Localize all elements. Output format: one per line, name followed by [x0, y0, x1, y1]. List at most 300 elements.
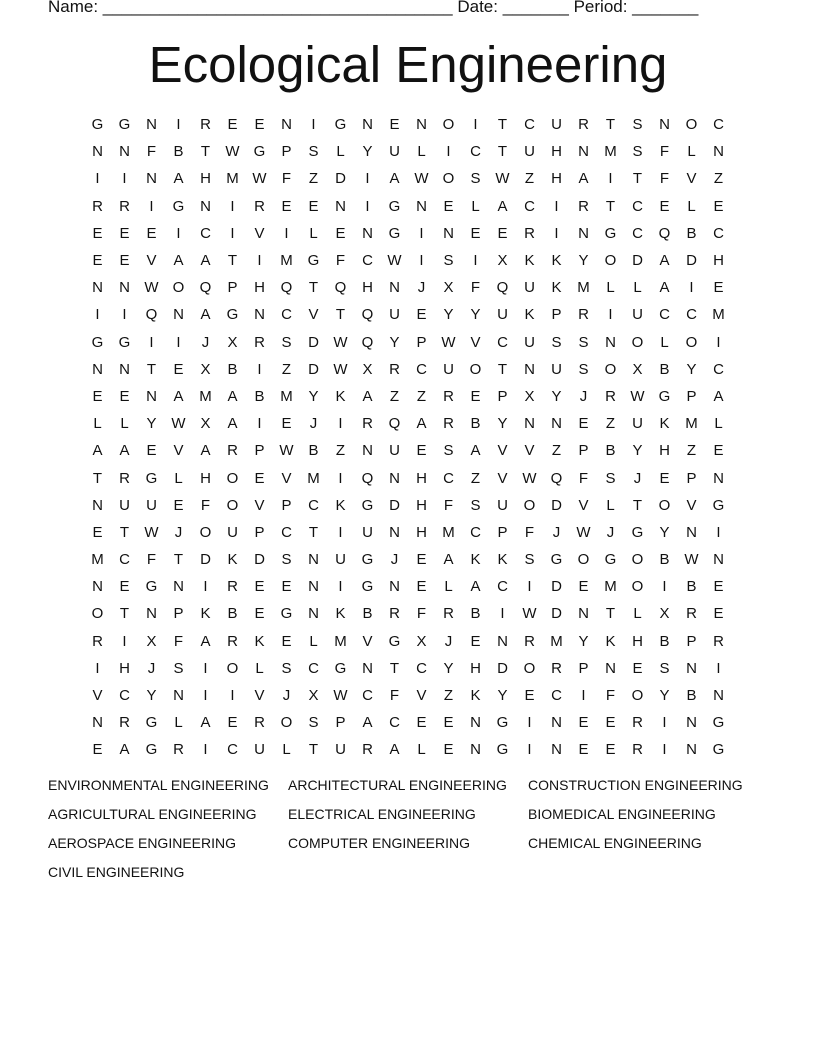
grid-letter: W	[144, 279, 159, 297]
grid-letter: J	[147, 659, 156, 677]
grid-letter: U	[443, 360, 454, 378]
grid-letter: L	[174, 469, 183, 487]
grid-letter: M	[685, 415, 698, 433]
grid-letter: O	[199, 523, 212, 541]
grid-letter: I	[338, 415, 343, 433]
grid-letter: K	[470, 687, 481, 705]
grid-letter: C	[227, 741, 238, 759]
grid-letter: I	[554, 224, 559, 242]
grid-letter: S	[632, 143, 643, 161]
grid-letter: P	[497, 387, 508, 405]
grid-letter: C	[281, 523, 292, 541]
grid-letter: Y	[551, 387, 562, 405]
word-bank-item: CONSTRUCTION ENGINEERING	[528, 777, 743, 793]
grid-letter: C	[659, 306, 670, 324]
grid-letter: T	[605, 197, 616, 215]
grid-letter: G	[172, 197, 185, 215]
grid-letter: T	[632, 170, 643, 188]
grid-letter: R	[92, 632, 103, 650]
grid-letter: H	[713, 252, 724, 270]
grid-letter: H	[659, 442, 670, 460]
word-bank-item: COMPUTER ENGINEERING	[288, 835, 471, 851]
grid-letter: L	[687, 143, 696, 161]
grid-letter: L	[660, 333, 669, 351]
grid-letter: U	[119, 496, 130, 514]
grid-letter: S	[470, 170, 481, 188]
grid-letter: T	[389, 659, 400, 677]
grid-letter: W	[576, 523, 591, 541]
grid-letter: E	[470, 632, 481, 650]
grid-letter: O	[685, 333, 698, 351]
grid-letter: Z	[308, 170, 319, 188]
grid-letter: C	[362, 252, 373, 270]
grid-letter: E	[281, 632, 292, 650]
grid-letter: F	[416, 605, 427, 623]
grid-letter: I	[446, 143, 451, 161]
grid-letter: K	[254, 632, 265, 650]
grid-letter: W	[630, 387, 645, 405]
grid-letter: S	[443, 252, 454, 270]
grid-letter: P	[497, 523, 508, 541]
grid-letter: R	[632, 714, 643, 732]
grid-letter: S	[308, 714, 319, 732]
grid-letter: O	[631, 333, 644, 351]
grid-letter: R	[200, 116, 211, 134]
grid-row	[84, 220, 732, 247]
grid-letter: G	[361, 496, 374, 514]
grid-letter: N	[146, 116, 157, 134]
grid-letter: N	[470, 741, 481, 759]
grid-letter: D	[497, 659, 508, 677]
grid-row	[84, 247, 732, 274]
grid-letter: E	[254, 116, 265, 134]
grid-letter: H	[416, 469, 427, 487]
grid-letter: E	[119, 252, 130, 270]
grid-letter: F	[200, 496, 211, 514]
grid-letter: M	[199, 387, 212, 405]
grid-letter: N	[470, 714, 481, 732]
grid-letter: I	[311, 116, 316, 134]
grid-letter: N	[686, 714, 697, 732]
grid-letter: Y	[308, 387, 319, 405]
grid-letter: K	[200, 605, 211, 623]
grid-letter: B	[686, 687, 697, 705]
grid-letter: M	[307, 469, 320, 487]
grid-letter: Y	[686, 360, 697, 378]
grid-letter: S	[578, 360, 589, 378]
grid-letter: A	[578, 170, 589, 188]
grid-letter: Z	[686, 442, 697, 460]
grid-letter: H	[200, 469, 211, 487]
grid-letter: R	[254, 333, 265, 351]
grid-letter: U	[335, 741, 346, 759]
grid-letter: E	[524, 687, 535, 705]
grid-letter: I	[122, 170, 127, 188]
grid-letter: C	[119, 551, 130, 569]
grid-letter: E	[281, 415, 292, 433]
grid-letter: I	[662, 714, 667, 732]
grid-letter: J	[390, 551, 399, 569]
grid-letter: L	[174, 714, 183, 732]
grid-letter: A	[443, 551, 454, 569]
grid-row	[84, 301, 732, 328]
grid-letter: A	[92, 442, 103, 460]
grid-letter: G	[550, 551, 563, 569]
grid-letter: N	[686, 741, 697, 759]
grid-letter: A	[713, 387, 724, 405]
grid-letter: Q	[550, 469, 563, 487]
grid-letter: N	[146, 387, 157, 405]
grid-letter: A	[227, 415, 238, 433]
grid-letter: U	[551, 360, 562, 378]
grid-letter: M	[604, 578, 617, 596]
grid-letter: I	[122, 306, 127, 324]
grid-letter: I	[473, 116, 478, 134]
grid-letter: I	[716, 333, 721, 351]
grid-letter: Q	[658, 224, 671, 242]
grid-letter: C	[281, 306, 292, 324]
grid-letter: C	[632, 224, 643, 242]
grid-letter: E	[713, 442, 724, 460]
grid-letter: W	[252, 170, 267, 188]
grid-letter: T	[146, 360, 157, 378]
grid-letter: F	[605, 687, 616, 705]
grid-letter: C	[389, 714, 400, 732]
grid-row	[84, 709, 732, 736]
grid-letter: I	[230, 224, 235, 242]
grid-letter: R	[389, 605, 400, 623]
grid-letter: I	[122, 632, 127, 650]
grid-letter: D	[335, 170, 346, 188]
grid-letter: Q	[361, 333, 374, 351]
grid-letter: P	[686, 632, 697, 650]
grid-letter: X	[308, 687, 319, 705]
grid-letter: G	[91, 333, 104, 351]
grid-letter: M	[550, 632, 563, 650]
grid-letter: T	[200, 143, 211, 161]
grid-letter: T	[173, 551, 184, 569]
grid-letter: E	[389, 116, 400, 134]
grid-letter: I	[338, 523, 343, 541]
word-bank-item: ARCHITECTURAL ENGINEERING	[288, 777, 507, 793]
grid-letter: L	[282, 741, 291, 759]
grid-letter: P	[173, 605, 184, 623]
grid-letter: E	[713, 578, 724, 596]
grid-letter: A	[200, 306, 211, 324]
grid-letter: B	[227, 605, 238, 623]
grid-letter: R	[578, 116, 589, 134]
grid-letter: W	[144, 523, 159, 541]
grid-letter: R	[524, 224, 535, 242]
grid-letter: R	[227, 578, 238, 596]
grid-letter: W	[333, 687, 348, 705]
grid-letter: H	[470, 659, 481, 677]
grid-letter: A	[362, 387, 373, 405]
grid-letter: E	[173, 360, 184, 378]
grid-letter: N	[92, 360, 103, 378]
grid-letter: Q	[496, 279, 509, 297]
grid-letter: N	[362, 116, 373, 134]
grid-letter: I	[662, 741, 667, 759]
grid-letter: I	[95, 306, 100, 324]
grid-letter: R	[254, 714, 265, 732]
grid-letter: P	[686, 387, 697, 405]
grid-letter: W	[225, 143, 240, 161]
grid-letter: V	[254, 224, 265, 242]
grid-letter: A	[362, 714, 373, 732]
grid-letter: M	[604, 143, 617, 161]
grid-letter: O	[442, 116, 455, 134]
grid-letter: T	[92, 469, 103, 487]
grid-letter: V	[254, 496, 265, 514]
grid-letter: N	[92, 496, 103, 514]
grid-row	[84, 736, 732, 763]
grid-letter: T	[497, 143, 508, 161]
grid-letter: S	[524, 551, 535, 569]
grid-letter: N	[92, 714, 103, 732]
grid-letter: O	[685, 116, 698, 134]
grid-row	[84, 383, 732, 410]
grid-letter: N	[173, 306, 184, 324]
grid-letter: P	[551, 306, 562, 324]
grid-letter: Y	[470, 306, 481, 324]
grid-letter: E	[254, 578, 265, 596]
grid-letter: I	[365, 197, 370, 215]
grid-letter: N	[308, 578, 319, 596]
grid-letter: D	[632, 252, 643, 270]
grid-letter: W	[684, 551, 699, 569]
grid-letter: S	[281, 551, 292, 569]
word-bank-item: CHEMICAL ENGINEERING	[528, 835, 702, 851]
grid-letter: R	[227, 632, 238, 650]
grid-letter: E	[578, 415, 589, 433]
grid-letter: L	[606, 496, 615, 514]
word-bank-item: AGRICULTURAL ENGINEERING	[48, 806, 257, 822]
grid-letter: L	[336, 143, 345, 161]
grid-letter: P	[335, 714, 346, 732]
grid-letter: E	[470, 224, 481, 242]
grid-letter: B	[227, 360, 238, 378]
grid-letter: E	[416, 551, 427, 569]
grid-letter: D	[308, 360, 319, 378]
grid-letter: P	[281, 496, 292, 514]
grid-letter: J	[201, 333, 210, 351]
grid-letter: L	[417, 741, 426, 759]
grid-letter: U	[497, 496, 508, 514]
grid-letter: V	[686, 170, 697, 188]
grid-row	[84, 165, 732, 192]
grid-letter: I	[608, 170, 613, 188]
grid-letter: O	[631, 578, 644, 596]
grid-letter: N	[713, 469, 724, 487]
grid-letter: R	[605, 387, 616, 405]
grid-letter: L	[255, 659, 264, 677]
grid-letter: O	[604, 252, 617, 270]
grid-row	[84, 464, 732, 491]
grid-letter: B	[173, 143, 184, 161]
grid-letter: R	[227, 442, 238, 460]
grid-letter: S	[470, 496, 481, 514]
grid-letter: G	[712, 714, 725, 732]
grid-letter: W	[441, 333, 456, 351]
grid-letter: T	[119, 605, 130, 623]
grid-letter: Q	[280, 279, 293, 297]
grid-letter: A	[389, 741, 400, 759]
grid-letter: Y	[632, 442, 643, 460]
grid-letter: N	[605, 659, 616, 677]
grid-letter: I	[257, 252, 262, 270]
grid-letter: O	[577, 551, 590, 569]
grid-letter: U	[254, 741, 265, 759]
grid-letter: I	[338, 578, 343, 596]
grid-letter: K	[227, 551, 238, 569]
grid-letter: B	[659, 551, 670, 569]
grid-letter: A	[389, 170, 400, 188]
grid-letter: H	[416, 496, 427, 514]
grid-letter: Z	[470, 469, 481, 487]
grid-letter: R	[443, 605, 454, 623]
grid-letter: A	[659, 279, 670, 297]
grid-letter: U	[335, 551, 346, 569]
grid-row	[84, 274, 732, 301]
grid-letter: X	[443, 279, 454, 297]
grid-letter: J	[606, 523, 615, 541]
grid-letter: H	[254, 279, 265, 297]
grid-letter: I	[581, 687, 586, 705]
grid-row	[84, 519, 732, 546]
grid-letter: I	[338, 469, 343, 487]
grid-letter: I	[95, 170, 100, 188]
grid-letter: V	[524, 442, 535, 460]
grid-letter: L	[714, 415, 723, 433]
grid-letter: H	[551, 143, 562, 161]
grid-letter: R	[254, 197, 265, 215]
grid-letter: S	[551, 333, 562, 351]
grid-letter: J	[444, 632, 453, 650]
grid-row	[84, 410, 732, 437]
grid-letter: H	[119, 659, 130, 677]
grid-letter: T	[308, 279, 319, 297]
grid-letter: T	[632, 496, 643, 514]
grid-letter: A	[659, 252, 670, 270]
grid-letter: U	[524, 279, 535, 297]
grid-letter: C	[497, 578, 508, 596]
grid-letter: B	[686, 578, 697, 596]
grid-letter: Y	[497, 415, 508, 433]
grid-letter: N	[497, 632, 508, 650]
grid-letter: N	[362, 659, 373, 677]
grid-letter: I	[554, 197, 559, 215]
grid-letter: H	[551, 170, 562, 188]
grid-letter: O	[442, 170, 455, 188]
grid-letter: E	[497, 224, 508, 242]
grid-letter: E	[416, 306, 427, 324]
grid-letter: W	[333, 360, 348, 378]
grid-letter: Y	[389, 333, 400, 351]
grid-letter: N	[254, 306, 265, 324]
grid-letter: N	[443, 224, 454, 242]
grid-letter: N	[524, 360, 535, 378]
grid-letter: R	[578, 306, 589, 324]
page-title: Ecological Engineering	[148, 36, 668, 93]
grid-letter: N	[578, 224, 589, 242]
grid-letter: O	[280, 714, 293, 732]
grid-letter: K	[470, 551, 481, 569]
grid-letter: R	[389, 360, 400, 378]
grid-letter: J	[552, 523, 561, 541]
grid-letter: N	[92, 578, 103, 596]
grid-letter: G	[118, 116, 131, 134]
grid-letter: E	[254, 605, 265, 623]
grid-letter: U	[524, 333, 535, 351]
grid-letter: C	[497, 333, 508, 351]
grid-letter: Y	[659, 687, 670, 705]
grid-letter: T	[308, 741, 319, 759]
grid-letter: O	[469, 360, 482, 378]
grid-letter: I	[176, 224, 181, 242]
grid-letter: A	[200, 632, 211, 650]
grid-letter: E	[92, 523, 103, 541]
grid-letter: G	[226, 306, 239, 324]
grid-letter: K	[605, 632, 616, 650]
grid-letter: U	[632, 306, 643, 324]
grid-letter: N	[200, 197, 211, 215]
grid-letter: R	[524, 632, 535, 650]
grid-letter: G	[388, 632, 401, 650]
grid-letter: D	[308, 333, 319, 351]
grid-letter: B	[659, 360, 670, 378]
grid-letter: G	[280, 605, 293, 623]
grid-letter: T	[335, 306, 346, 324]
grid-letter: O	[631, 687, 644, 705]
grid-letter: H	[362, 279, 373, 297]
grid-letter: O	[523, 659, 536, 677]
grid-letter: U	[551, 116, 562, 134]
grid-letter: W	[522, 469, 537, 487]
grid-letter: G	[145, 714, 158, 732]
grid-letter: O	[631, 551, 644, 569]
grid-letter: V	[362, 632, 373, 650]
grid-letter: E	[92, 387, 103, 405]
grid-letter: C	[713, 360, 724, 378]
grid-row	[84, 356, 732, 383]
grid-letter: N	[713, 551, 724, 569]
grid-letter: Y	[146, 687, 157, 705]
grid-letter: N	[551, 741, 562, 759]
grid-letter: K	[335, 387, 346, 405]
grid-letter: I	[203, 578, 208, 596]
grid-letter: Y	[146, 415, 157, 433]
grid-letter: N	[524, 415, 535, 433]
grid-letter: I	[716, 523, 721, 541]
grid-row	[84, 437, 732, 464]
grid-letter: E	[281, 578, 292, 596]
grid-letter: G	[712, 741, 725, 759]
grid-letter: I	[176, 333, 181, 351]
grid-letter: L	[417, 143, 426, 161]
grid-letter: C	[362, 687, 373, 705]
grid-letter: G	[118, 333, 131, 351]
grid-letter: G	[145, 578, 158, 596]
grid-letter: V	[416, 687, 427, 705]
grid-letter: L	[309, 224, 318, 242]
word-search-grid	[84, 111, 732, 764]
grid-letter: G	[496, 741, 509, 759]
grid-letter: N	[335, 197, 346, 215]
grid-letter: I	[257, 360, 262, 378]
grid-letter: G	[145, 741, 158, 759]
grid-letter: Y	[362, 143, 373, 161]
